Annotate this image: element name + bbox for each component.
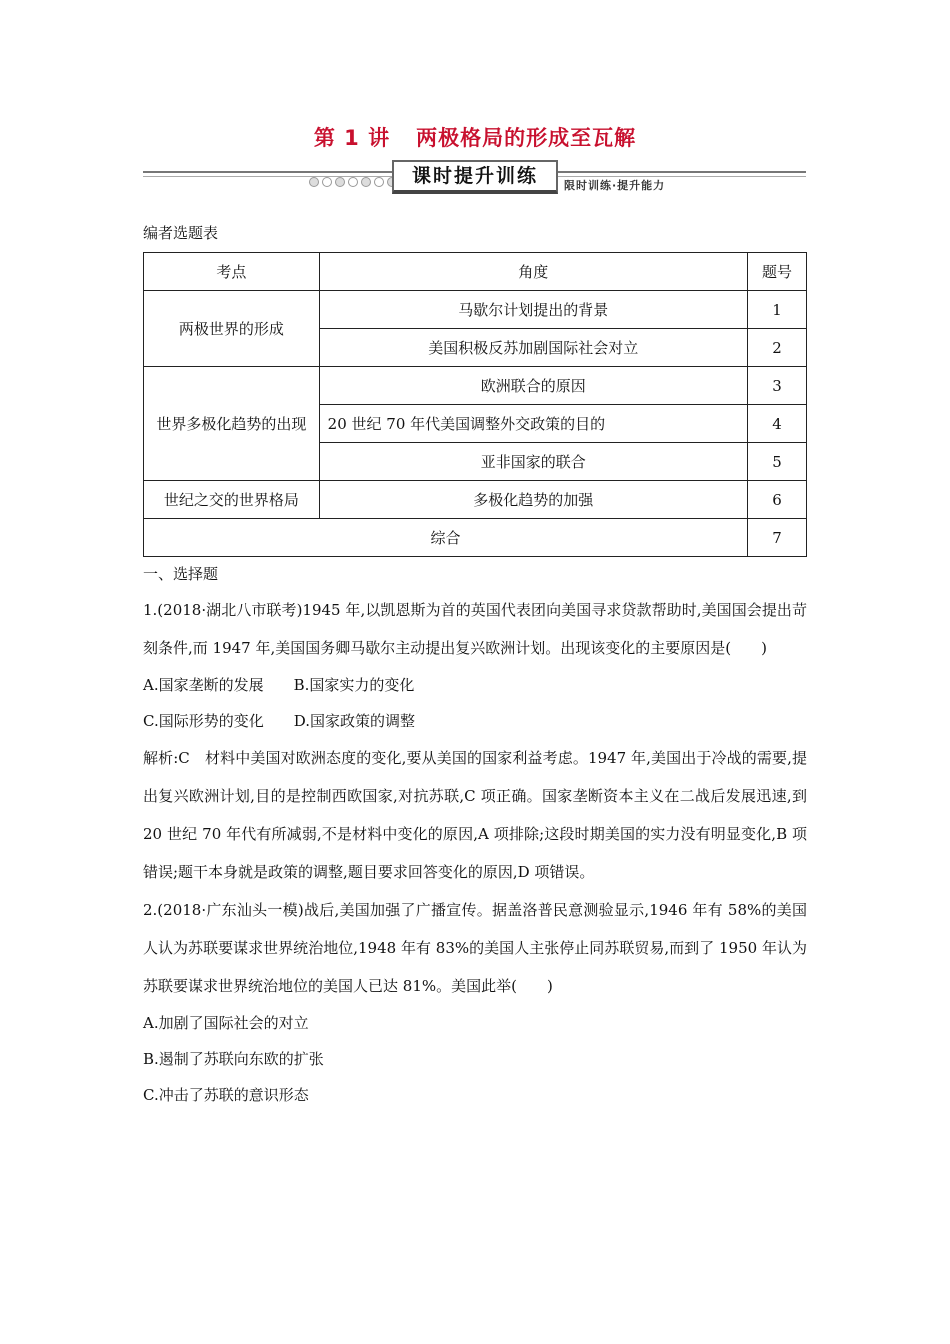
lesson-number: 第 1 讲 (313, 126, 391, 150)
dot-icon (322, 177, 332, 187)
table-caption: 编者选题表 (143, 224, 219, 242)
number-cell: 4 (747, 405, 806, 443)
table-summary-row (144, 519, 807, 557)
number-cell: 6 (747, 481, 806, 519)
summary-number: 7 (747, 519, 806, 557)
option-c: C.国际形势的变化 (143, 712, 264, 730)
dot-icon (309, 177, 319, 187)
angle-cell: 马歇尔计划提出的背景 (319, 291, 747, 329)
option-c: C.冲击了苏联的意识形态 (143, 1086, 309, 1104)
header-angle: 角度 (319, 253, 747, 291)
number-cell: 1 (747, 291, 806, 329)
lesson-title: 两极格局的形成至瓦解 (416, 126, 637, 150)
dot-icon (335, 177, 345, 187)
number-cell: 2 (747, 329, 806, 367)
angle-cell: 多极化趋势的加强 (319, 481, 747, 519)
question-1-options-row (143, 667, 807, 703)
summary-label: 综合 (144, 519, 748, 557)
option-a: A.加剧了国际社会的对立 (143, 1014, 309, 1032)
table-header-row (144, 253, 807, 291)
option-b: B.遏制了苏联向东欧的扩张 (143, 1050, 324, 1068)
table-row (144, 367, 807, 405)
question-1-analysis: 解析:C 材料中美国对欧洲态度的变化,要从美国的国家利益考虑。1947 年,美国出于冷战的需要,提出复兴欧洲计划,目的是控制西欧国家,对抗苏联,C 项正确。国家垄断资本主义在二战后发展迅速,到 20 世纪 70 年代有所减弱,不是材料中变化的原因,A 项排除;这段时期美国的实力没有明显变化,B 项错误;题干本身就是政策的调整,题目要求回答变化的原因,D 项错误。 (143, 749, 807, 881)
table-row (144, 291, 807, 329)
topic-selection-table (143, 252, 807, 557)
banner-label: 课时提升训练 (392, 160, 558, 194)
number-cell: 3 (747, 367, 806, 405)
topic-cell: 两极世界的形成 (144, 291, 320, 367)
dot-icon (361, 177, 371, 187)
banner-dots (309, 177, 397, 187)
number-cell: 5 (747, 443, 806, 481)
page-title (0, 122, 950, 152)
question-body (143, 559, 807, 1113)
header-topic: 考点 (144, 253, 320, 291)
topic-cell: 世纪之交的世界格局 (144, 481, 320, 519)
angle-cell: 亚非国家的联合 (319, 443, 747, 481)
question-2-stem: 2.(2018·广东汕头一模)战后,美国加强了广播宣传。据盖洛普民意测验显示,1946 年有 58%的美国人认为苏联要谋求世界统治地位,1948 年有 83%的美国人主张停止同苏联贸易,而到了 1950 年认为苏联要谋求世界统治地位的美国人已达 81%。美国此举( ) (143, 901, 807, 995)
table-row (144, 481, 807, 519)
header-number: 题号 (747, 253, 806, 291)
section-title: 一、选择题 (143, 565, 219, 583)
option-a: A.国家垄断的发展 (143, 676, 264, 694)
question-1-stem: 1.(2018·湖北八市联考)1945 年,以凯恩斯为首的英国代表团向美国寻求贷款帮助时,美国国会提出苛刻条件,而 1947 年,美国国务卿马歇尔主动提出复兴欧洲计划。出现该变化的主要原因是( ) (143, 601, 807, 657)
option-d: D.国家政策的调整 (293, 712, 415, 730)
banner-subtitle: 限时训练·提升能力 (564, 179, 666, 192)
angle-cell: 20 世纪 70 年代美国调整外交政策的目的 (319, 405, 747, 443)
topic-text: 世界多极化趋势的出现 (156, 414, 307, 433)
angle-cell: 欧洲联合的原因 (319, 367, 747, 405)
dot-icon (374, 177, 384, 187)
option-b: B.国家实力的变化 (293, 676, 415, 694)
question-1-options-row (143, 703, 807, 739)
angle-cell: 美国积极反苏加剧国际社会对立 (319, 329, 747, 367)
dot-icon (348, 177, 358, 187)
topic-cell (144, 367, 320, 481)
